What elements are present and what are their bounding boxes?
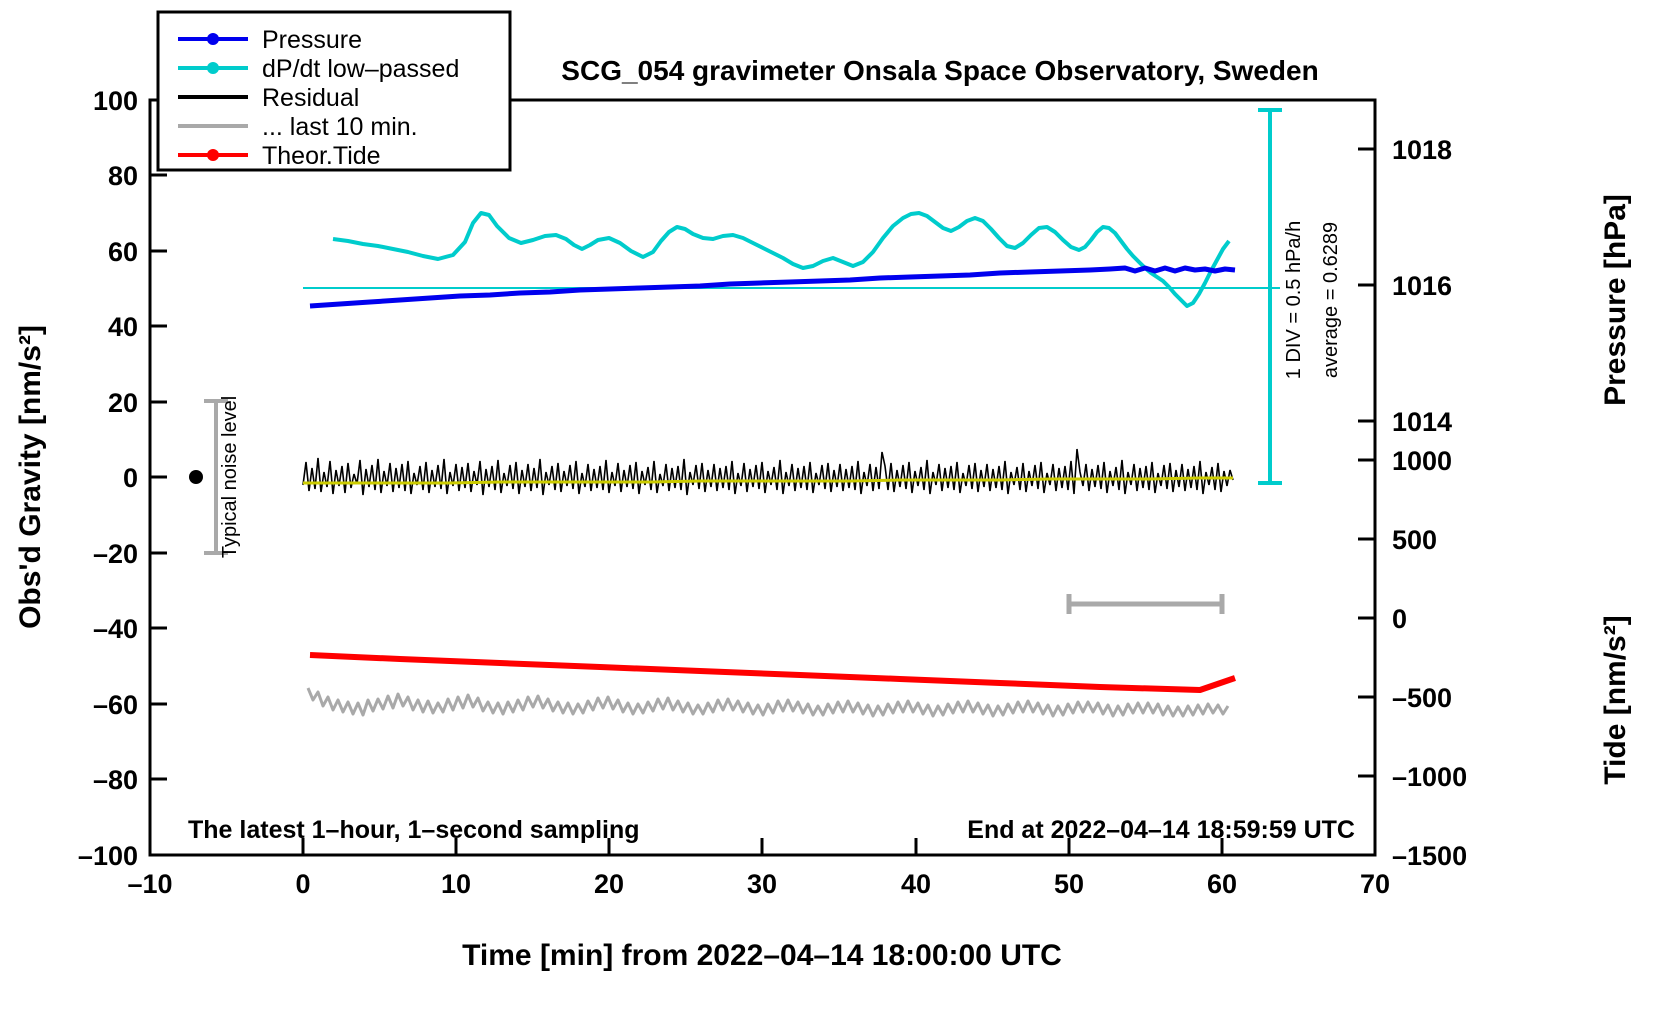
y-tick-label: –100: [77, 841, 138, 871]
y-tick-label: 40: [107, 312, 138, 342]
x-tick-label: 30: [746, 869, 778, 899]
y-tick-label: 20: [107, 388, 138, 418]
y-tick-label: 80: [107, 161, 138, 191]
pressure-tick-label: 1014: [1392, 407, 1453, 437]
tide-tick-label: 1000: [1392, 446, 1453, 476]
x-tick-label: 40: [900, 869, 932, 899]
x-tick-label: 0: [295, 869, 311, 899]
footer-right-note: End at 2022–04–14 18:59:59 UTC: [967, 816, 1355, 844]
x-axis-title: Time [min] from 2022–04–14 18:00:00 UTC: [462, 939, 1062, 972]
pressure-tick-label: 1016: [1392, 271, 1453, 301]
x-tick-label: 70: [1359, 869, 1391, 899]
average-label: average = 0.6289: [1320, 221, 1342, 379]
pressure-tick-label: 1018: [1392, 135, 1453, 165]
y-tick-label: –80: [92, 765, 138, 795]
legend-marker-dot: [207, 149, 219, 161]
tide-tick-label: –500: [1392, 683, 1453, 713]
series-theor-tide: [310, 655, 1235, 690]
y-tick-labels: [78, 86, 138, 871]
x-tick-label: 20: [593, 869, 625, 899]
x-tick-label: 50: [1053, 869, 1085, 899]
legend-label: Theor.Tide: [262, 142, 381, 170]
tide-tick-label: 0: [1392, 604, 1408, 634]
legend-label: Pressure: [262, 26, 363, 54]
x-tick-label: 60: [1206, 869, 1238, 899]
div-scale-label: 1 DIV = 0.5 hPa/h: [1283, 220, 1305, 380]
legend-label: ... last 10 min.: [262, 113, 418, 141]
y-tick-label: 100: [92, 86, 138, 116]
x-tick-label: –10: [127, 869, 173, 899]
y-axis-ticks: [150, 100, 167, 855]
y-tick-label: –40: [92, 614, 138, 644]
tide-tick-label: 500: [1392, 525, 1438, 555]
right-y-axis-pressure-title: Pressure [hPa]: [1599, 194, 1632, 406]
right-y-axis-tide-title: Tide [nm/s²]: [1599, 615, 1632, 785]
y-tick-label: –60: [92, 690, 138, 720]
legend-marker-dot: [207, 62, 219, 74]
div-scale-annotation: [1258, 110, 1342, 483]
x-tick-label: 10: [440, 869, 472, 899]
tide-tick-label: –1000: [1392, 762, 1468, 792]
typical-noise-level-annotation: [189, 396, 241, 558]
y-tick-label: 60: [107, 237, 138, 267]
legend: [158, 12, 510, 170]
tide-tick-label: –1500: [1392, 841, 1468, 871]
y-axis-title: Obs'd Gravity [nm/s²]: [14, 325, 47, 629]
legend-label: Residual: [262, 84, 360, 112]
y-tick-label: 0: [122, 463, 138, 493]
legend-label: dP/dt low–passed: [262, 55, 460, 83]
x-tick-labels: [127, 869, 1390, 899]
series-dpdt-lowpassed: [333, 213, 1229, 306]
y-tick-label: –20: [92, 539, 138, 569]
series-last-10-min: [308, 688, 1228, 716]
last10min-range-bar: [1069, 594, 1222, 614]
footer-left-note: The latest 1–hour, 1–second sampling: [188, 816, 640, 844]
typical-noise-level-label: Typical noise level: [219, 395, 241, 559]
chart-title: SCG_054 gravimeter Onsala Space Observatory, Sweden: [561, 55, 1319, 86]
legend-marker-dot: [207, 33, 219, 45]
right-axis-pressure-ticks: [1358, 135, 1452, 437]
series-residual: [303, 449, 1233, 495]
